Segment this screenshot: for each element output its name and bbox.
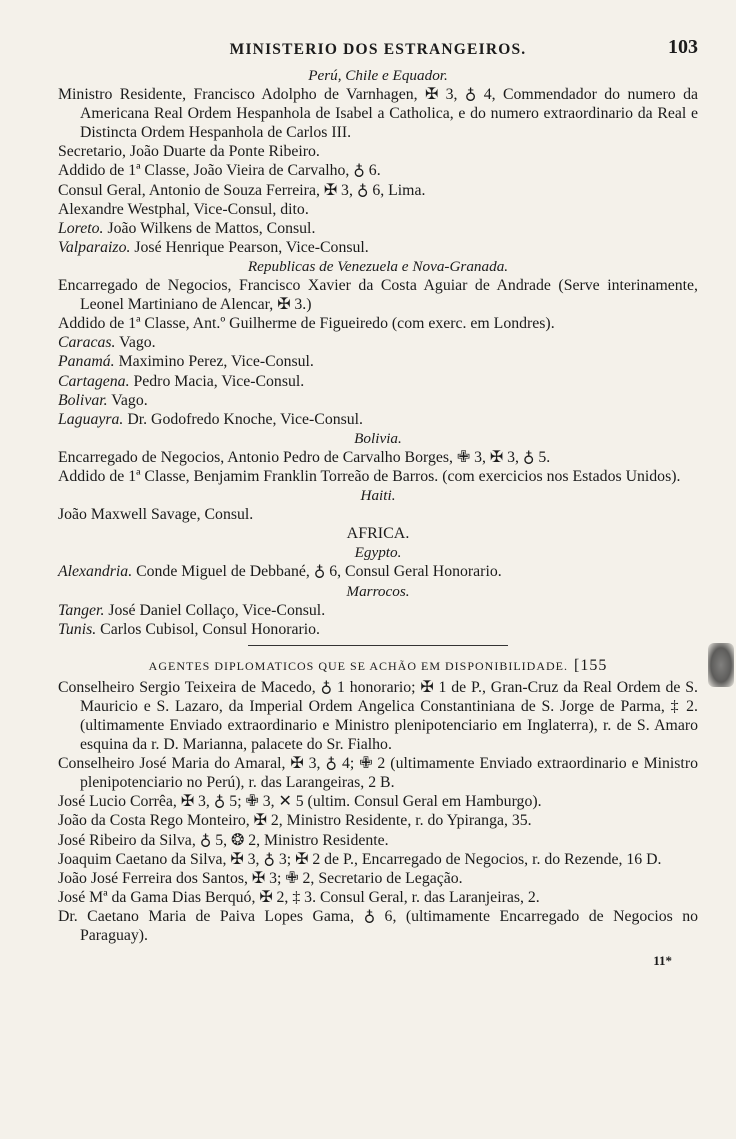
entry-consul: João Maxwell Savage, Consul. [58,506,254,524]
section-heading-disponibilidade [58,656,698,676]
section-heading-haiti: Haiti. [360,487,396,505]
entry-bolivar [58,391,698,410]
entry-addido: Addido de 1ª Classe, João Vieira de Carvalho, ♁ 6. [58,162,381,180]
entry-agente: José Mª da Gama Dias Berquó, ✠ 2, ‡ 3. Consul Geral, r. das Laranjeiras, 2. [58,888,540,906]
section-divider [248,645,508,646]
entry-agente: João da Costa Rego Monteiro, ✠ 2, Ministro Residente, r. do Ypiranga, 35. [58,812,532,830]
entry-encarregado: Encarregado de Negocios, Antonio Pedro de Carvalho Borges, ✙ 3, ✠ 3, ♁ 5. [58,448,551,466]
entry-agente: Dr. Caetano Maria de Paiva Lopes Gama, ♁ 6, (ultimamente Encarregado de Negocios no Paraguay). [58,907,698,945]
entry-text: Pedro Macia, Vice-Consul. [133,372,305,390]
entry-agente: José Lucio Corrêa, ✠ 3, ♁ 5; ✙ 3, ✕ 5 (ultim. Consul Geral em Hamburgo). [58,793,542,811]
entry-text: João Wilkens de Mattos, Consul. [107,219,316,237]
reference-number: [155 [574,656,608,674]
entry-valparaizo [58,238,698,257]
entry-cartagena [58,372,698,391]
entry-consul-geral: Consul Geral, Antonio de Souza Ferreira, ✠ 3, ♁ 6, Lima. [58,181,426,199]
entry-text: Vago. [119,334,156,352]
entry-text: Carlos Cubisol, Consul Honorario. [100,620,320,638]
entry-agente: João José Ferreira dos Santos, ✠ 3; ✙ 2, Secretario de Legação. [58,869,463,887]
entry-caracas [58,333,698,352]
place-name: Cartagena. [58,372,130,390]
place-name: Tunis. [58,620,97,638]
place-name: Loreto. [58,219,104,237]
entry-vice-consul: Alexandre Westphal, Vice-Consul, dito. [58,200,309,218]
place-name: Bolivar. [58,391,108,409]
entry-ministro: Ministro Residente, Francisco Adolpho de Varnhagen, ✠ 3, ♁ 4, Commendador do numero da Americana Real Ordem Hespanhola de Isabel a Catholica, e do numero extraordinario da Real e Distincta Ordem Hespanhola de Carlos III. [58,86,698,142]
place-name: Panamá. [58,353,115,371]
entry-secretario: Secretario, João Duarte da Ponte Ribeiro. [58,143,320,161]
entry-addido: Addido de 1ª Classe, Benjamim Franklin Torreão de Barros. (com exercicios nos Estados Unidos). [58,467,681,485]
entry-loreto [58,219,698,238]
entry-tunis [58,620,698,639]
entry-tanger [58,601,698,620]
entry-text: Maximino Perez, Vice-Consul. [118,353,314,371]
entry-agente: Joaquim Caetano da Silva, ✠ 3, ♁ 3; ✠ 2 de P., Encarregado de Negocios, r. do Rezende, 16 D. [58,850,662,868]
section-heading-egypto: Egypto. [354,544,402,562]
place-name: Caracas. [58,334,116,352]
page-header [58,36,698,66]
entry-text: José Henrique Pearson, Vice-Consul. [134,238,369,256]
entry-addido: Addido de 1ª Classe, Ant.º Guilherme de Figueiredo (com exerc. em Londres). [58,315,555,333]
signature-mark: 11* [653,953,672,969]
subhead-text: AGENTES DIPLOMATICOS QUE SE ACHÃO EM DISPONIBILIDADE. [148,658,568,673]
ink-blot [708,643,734,687]
page-number: 103 [668,36,698,58]
place-name: Laguayra. [58,410,124,428]
document-page [58,36,698,970]
entry-encarregado: Encarregado de Negocios, Francisco Xavier da Costa Aguiar de Andrade (Serve interinamente, Leonel Martiniano de Alencar, ✠ 3.) [58,277,698,314]
entry-alexandria [58,562,698,581]
entry-text: Vago. [111,391,148,409]
place-name: Alexandria. [58,563,133,581]
entry-agente: Conselheiro Sergio Teixeira de Macedo, ♁ 1 honorario; ✠ 1 de P., Gran-Cruz da Real Ordem de S. Mauricio e S. Lazaro, da Imperial Ordem Angelica Constantiniana de S. Jorge de Parma, ‡ 2. (ultimamente Enviado extraordinario e Ministro plenipotenciario em Inglaterra), r. de S. Amaro esquina da r. D. Marianna, palacete do Sr. Fialho. [58,678,698,754]
entry-text: José Daniel Collaço, Vice-Consul. [108,601,326,619]
section-heading-peru: Perú, Chile e Equador. [308,67,448,84]
section-heading-marrocos: Marrocos. [346,582,410,600]
section-heading-bolivia: Bolivia. [354,429,402,447]
place-name: Valparaizo. [58,238,131,256]
place-name: Tanger. [58,601,105,619]
entry-text: Conde Miguel de Debbané, ♁ 6, Consul Geral Honorario. [136,563,502,581]
entry-agente: Conselheiro José Maria do Amaral, ✠ 3, ♁ 4; ✙ 2 (ultimamente Enviado extraordinario e Ministro plenipotenciario no Perú), r. das Larangeiras, 2 B. [58,755,698,792]
entry-laguayra [58,410,698,429]
running-title: MINISTERIO DOS ESTRANGEIROS. [229,41,527,58]
section-heading-africa: AFRICA. [346,525,410,543]
entry-agente: José Ribeiro da Silva, ♁ 5, ❂ 2, Ministro Residente. [58,831,389,849]
entry-text: Dr. Godofredo Knoche, Vice-Consul. [127,410,364,428]
entry-panama [58,352,698,371]
section-heading-venezuela: Republicas de Venezuela e Nova-Granada. [247,257,509,275]
